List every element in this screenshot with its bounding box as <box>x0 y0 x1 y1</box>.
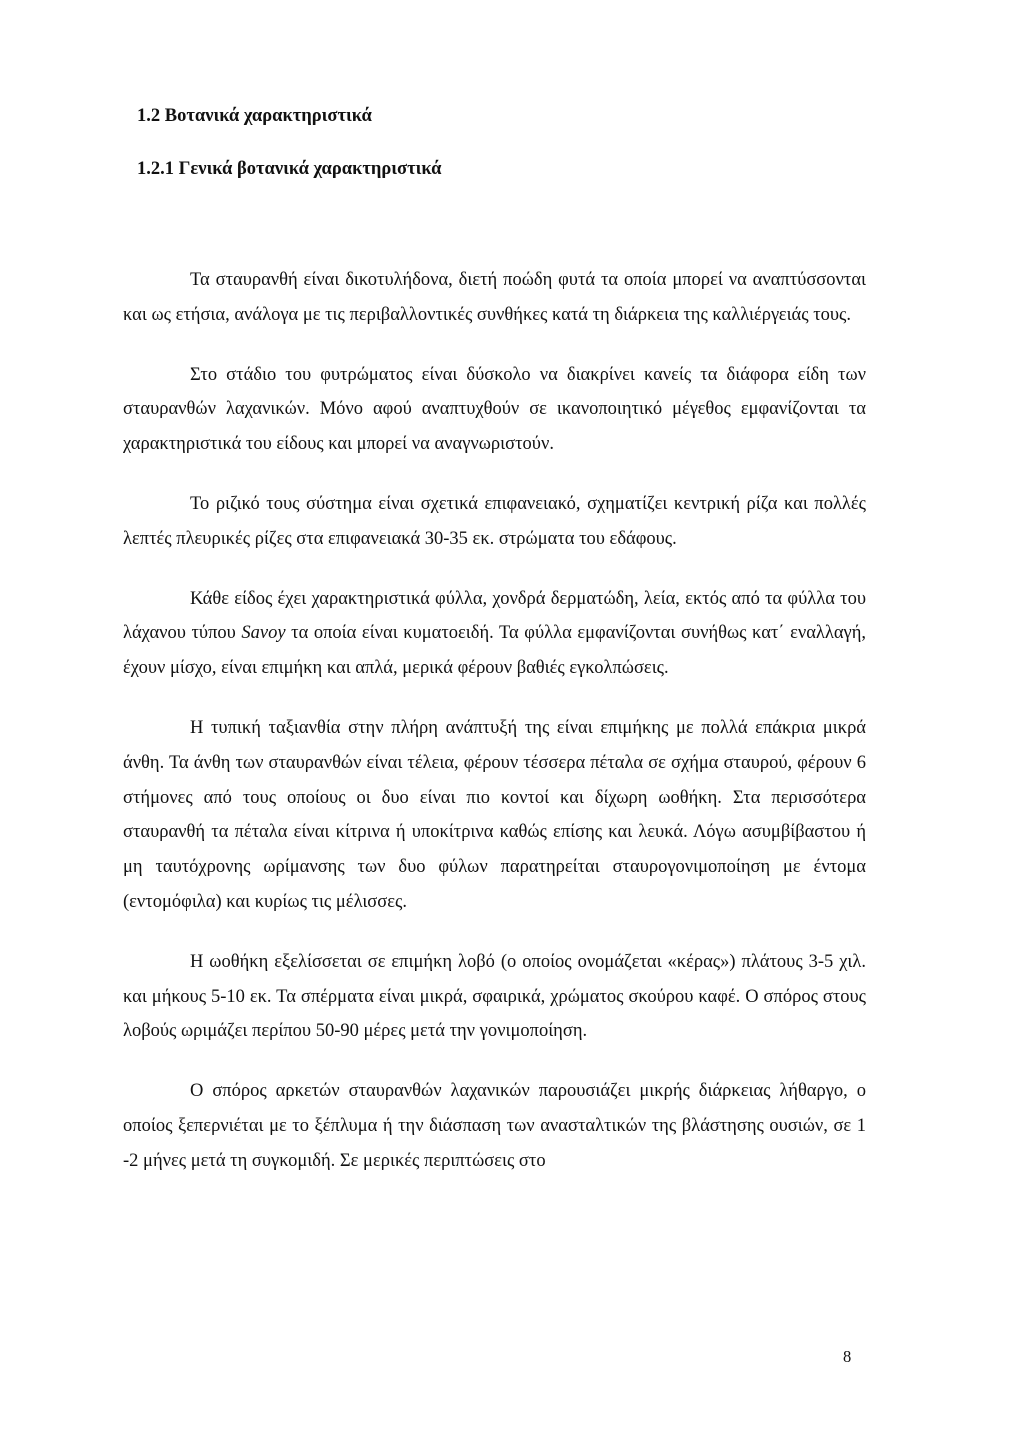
paragraph: Το ριζικό τους σύστημα είναι σχετικά επιφανειακό, σχηματίζει κεντρική ρίζα και πολλές λεπτές πλευρικές ρίζες στα επιφανειακά 30-35 εκ. στρώματα του εδάφους. <box>123 493 866 549</box>
paragraph: Ο σπόρος αρκετών σταυρανθών λαχανικών παρουσιάζει μικρής διάρκειας λήθαργο, ο οποίος ξεπερνιέται με το ξέπλυμα ή την διάσπαση των ανασταλτικών της βλάστησης ουσιών, σε 1 -2 μήνες μετά τη συγκομιδή. Σε μερικές περιπτώσεις στο <box>123 1081 866 1171</box>
paragraph <box>123 582 866 686</box>
page-number: 8 <box>843 1347 852 1366</box>
paragraph-text: τα οποία είναι κυματοειδή. Τα φύλλα εμφανίζονται συνήθως κατ΄ εναλλαγή, έχουν μίσχο, είναι επιμήκη και απλά, μερικά φέρουν βαθιές εγκολπώσεις. <box>123 623 866 679</box>
paragraph: Τα σταυρανθή είναι δικοτυλήδονα, διετή ποώδη φυτά τα οποία μπορεί να αναπτύσσονται και ως ετήσια, ανάλογα με τις περιβαλλοντικές συνθήκες κατά τη διάρκεια της καλλιέργειάς τους. <box>123 270 866 325</box>
paragraph-text: Κάθε είδος έχει χαρακτηριστικά φύλλα, χονδρά δερματώδη, λεία, εκτός από τα φύλλα του λάχανου τύπου <box>123 588 866 644</box>
paragraph: Στο στάδιο του φυτρώματος είναι δύσκολο να διακρίνει κανείς τα διάφορα είδη των σταυρανθών λαχανικών. Μόνο αφού αναπτυχθούν σε ικανοποιητικό μέγεθος εμφανίζονται τα χαρακτηριστικά του είδους και μπορεί να αναγνωριστούν. <box>123 364 866 455</box>
paragraph: Η ωοθήκη εξελίσσεται σε επιμήκη λοβό (ο οποίος ονομάζεται «κέρας») πλάτους 3-5 χιλ. και μήκους 5-10 εκ. Τα σπέρματα είναι μικρά, σφαιρικά, χρώματος σκούρου καφέ. Ο σπόρος στους λοβούς ωριμάζει περίπου 50-90 μέρες μετά την γονιμοποίηση. <box>123 951 866 1042</box>
body-text <box>123 263 866 1204</box>
subsection-heading: 1.2.1 Γενικά βοτανικά χαρακτηριστικά <box>137 159 442 179</box>
italic-term: Savoy <box>241 623 286 644</box>
paragraph: Η τυπική ταξιανθία στην πλήρη ανάπτυξή της είναι επιμήκης με πολλά επάκρια μικρά άνθη. Τα άνθη των σταυρανθών είναι τέλεια, φέρουν τέσσερα πέταλα σε σχήμα σταυρού, φέρουν 6 στήμονες από τους οποίους οι δυο είναι πιο κοντοί και δίχωρη ωοθήκη. Στα περισσότερα σταυρανθή τα πέταλα είναι κίτρινα ή υποκίτρινα καθώς επίσης και λευκά. Λόγω ασυμβίβαστου ή μη ταυτόχρονης ωρίμανσης των δυο φύλων παρατηρείται σταυρογονιμοποίηση με έντομα (εντομόφιλα) και κυρίως τις μέλισσες. <box>123 717 866 912</box>
section-heading: 1.2 Βοτανικά χαρακτηριστικά <box>137 106 372 126</box>
